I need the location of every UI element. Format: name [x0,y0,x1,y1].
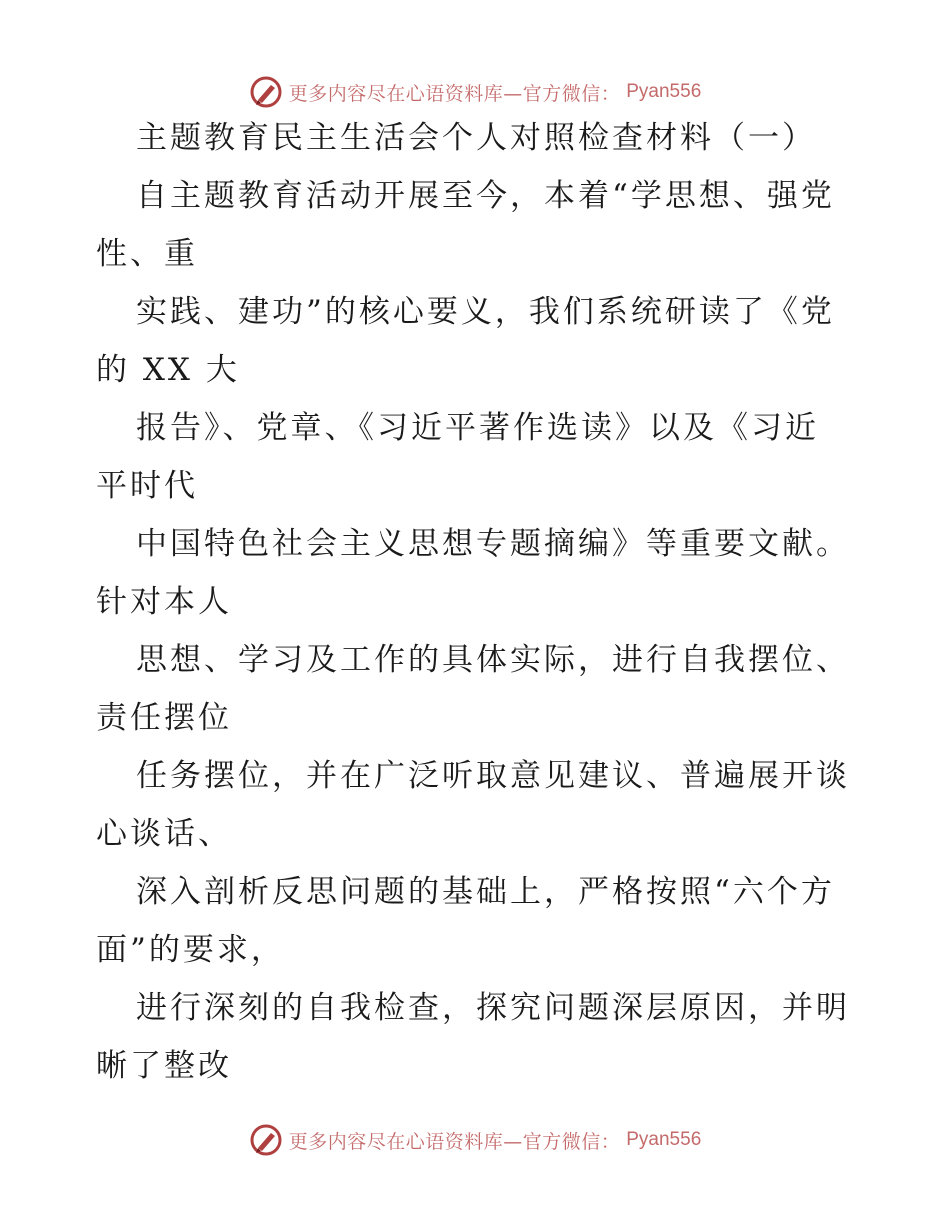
document-body [96,120,856,1110]
text-line: 实践、建功”的核心要义，我们系统研读了《党 [136,294,835,330]
text-line: 报告》、党章、《习近平著作选读》以及《习近 [136,410,819,446]
text-line: 平时代 [96,468,198,504]
watermark-wechat-id: Pyan556 [626,81,702,102]
text-line: 晰了整改 [96,1048,232,1084]
text-line: 思想、学习及工作的具体实际，进行自我摆位、 [136,642,850,678]
text-line: 面”的要求， [96,932,285,968]
text-line: 的 XX 大 [96,352,240,388]
pen-logo-icon [249,1123,283,1157]
document-title: 主题教育民主生活会个人对照检查材料（一） [136,120,816,156]
pen-logo-icon [249,75,283,109]
text-line: 性、重 [96,236,198,272]
watermark-wechat-id: Pyan556 [626,1129,702,1150]
footer-watermark [0,1118,950,1162]
watermark-text: 更多内容尽在心语资料库—官方微信： [288,1130,621,1153]
text-line: 针对本人 [96,584,232,620]
watermark-text: 更多内容尽在心语资料库—官方微信： [288,82,621,105]
header-watermark [0,70,950,114]
text-line: 中国特色社会主义思想专题摘编》等重要文献。 [136,526,850,562]
text-line: 进行深刻的自我检查，探究问题深层原因，并明 [136,990,850,1026]
text-line: 任务摆位，并在广泛听取意见建议、普遍展开谈 [136,758,850,794]
text-line: 责任摆位 [96,700,232,736]
text-line: 自主题教育活动开展至今，本着“学思想、强党 [136,178,835,214]
text-line: 深入剖析反思问题的基础上，严格按照“六个方 [136,874,835,910]
text-line: 心谈话、 [96,816,232,852]
